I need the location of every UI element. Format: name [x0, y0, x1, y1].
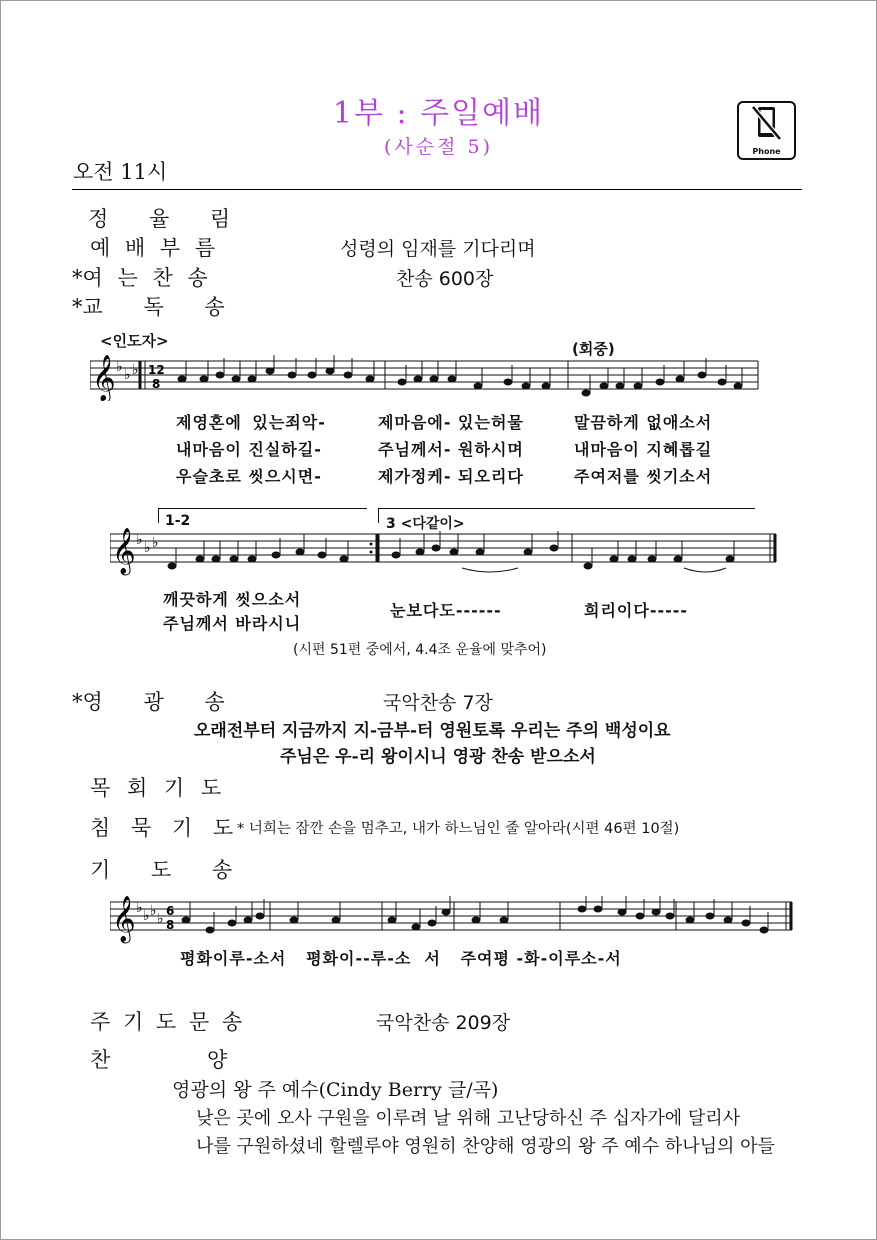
lyric-ending-1-a: 깨끗하게 씻으소서 — [163, 590, 302, 609]
gloria-label: *영 광 송 — [72, 690, 225, 714]
svg-text:♭: ♭ — [116, 359, 123, 375]
lyric-ending-3-b: 희리이다----- — [584, 601, 689, 620]
call-label: 예 배 부 름 — [90, 236, 216, 260]
header-divider — [72, 189, 802, 190]
anthem-title: 영광의 왕 주 예수(Cindy Berry 글/곡) — [172, 1079, 499, 1101]
ending-1-label: 1-2 — [165, 513, 191, 529]
anthem-line-2: 나를 구원하셨네 할렐루야 영원히 찬양해 영광의 왕 주 예수 하나님의 아들 — [196, 1136, 775, 1157]
lyric-row-3-c: 주여저를 씻기소서 — [574, 467, 713, 486]
gloria-line-1: 오래전부터 지금까지 지-금부-터 영원토록 우리는 주의 백성이요 — [194, 721, 671, 741]
call-text: 성령의 임재를 기다리며 — [340, 238, 536, 260]
prayer-song-lyrics: 평화이루-소서 평화이--루-소 서 주여평 -화-이루소-서 — [180, 949, 622, 968]
lyric-row-3-a: 우슬초로 씻으시면- — [176, 467, 322, 486]
music-staff-1 — [90, 355, 770, 401]
svg-text:♭: ♭ — [136, 532, 143, 548]
svg-text:6: 6 — [166, 904, 175, 918]
lyric-row-1-b: 제마음에- 있는허물 — [378, 413, 524, 432]
svg-text:𝄞: 𝄞 — [112, 528, 136, 574]
lyric-ending-1-b: 주님께서 바라시니 — [163, 614, 302, 633]
lords-prayer-hymn: 국악찬송 209장 — [376, 1012, 511, 1034]
svg-text:♭: ♭ — [132, 362, 139, 378]
lyric-row-1-c: 말끔하게 없애소서 — [574, 413, 713, 432]
lyric-row-2-a: 내마음이 진실하길- — [176, 440, 322, 459]
svg-text:8: 8 — [166, 918, 175, 932]
lyric-row-3-b: 제가정케- 되오리다 — [378, 467, 524, 486]
opening-hymn-text: 찬송 600장 — [396, 268, 494, 290]
responsive-label: *교 독 송 — [72, 295, 225, 319]
svg-text:♭: ♭ — [136, 900, 143, 916]
svg-text:♭: ♭ — [124, 367, 131, 383]
pastoral-prayer-label: 목 회 기 도 — [90, 776, 222, 800]
service-title: 1부 : 주일예배 — [332, 96, 545, 131]
lyric-row-2-c: 내마음이 지혜롭길 — [574, 440, 713, 459]
prayer-song-label: 기 도 송 — [90, 858, 233, 882]
phone-crossed-icon — [739, 103, 794, 145]
leader-marker: <인도자> — [100, 332, 169, 350]
svg-text:♭: ♭ — [150, 903, 157, 919]
lyric-row-2-b: 주님께서- 원하시며 — [378, 440, 524, 459]
gloria-hymn: 국악찬송 7장 — [383, 692, 493, 714]
lyric-ending-3-a: 눈보다도------ — [390, 601, 502, 620]
svg-text:♭: ♭ — [152, 535, 159, 551]
svg-text:𝄞: 𝄞 — [92, 355, 116, 401]
ending-3-label: 3 <다같이> — [386, 516, 465, 532]
service-subtitle: (사순절 5) — [383, 136, 493, 158]
svg-text:♭: ♭ — [157, 911, 164, 927]
lyric-row-1-a: 제영혼에 있는죄악- — [176, 413, 326, 432]
svg-text:♭: ♭ — [143, 908, 150, 924]
silent-prayer-text: * 너희는 잠깐 손을 멈추고, 내가 하느님인 줄 알아라(시편 46편 10절) — [237, 821, 680, 837]
silent-prayer-label: 침 묵 기 도 — [90, 816, 234, 840]
svg-text:8: 8 — [152, 377, 161, 391]
music-staff-2 — [110, 528, 790, 580]
phone-label: Phone — [752, 147, 781, 156]
gloria-line-2: 주님은 우-리 왕이시니 영광 찬송 받으소서 — [280, 747, 596, 767]
svg-text:𝄞: 𝄞 — [112, 896, 136, 942]
anthem-label: 찬 양 — [90, 1048, 228, 1072]
no-phone-icon — [737, 101, 796, 160]
music-staff-3 — [110, 896, 800, 944]
service-time: 오전 11시 — [73, 160, 168, 184]
opening-hymn-label: *여 는 찬 송 — [72, 266, 208, 290]
song-source-note: (시편 51편 중에서, 4.4조 운율에 맞추어) — [293, 642, 547, 658]
svg-text:12: 12 — [148, 363, 165, 377]
svg-text:♭: ♭ — [144, 540, 151, 556]
anthem-line-1: 낮은 곳에 오사 구원을 이루려 날 위해 고난당하신 주 십자가에 달리사 — [196, 1108, 741, 1129]
lords-prayer-label: 주 기 도 문 송 — [90, 1010, 243, 1034]
congregation-marker: (회중) — [572, 340, 615, 358]
prelude-label: 정 율 림 — [88, 207, 231, 231]
